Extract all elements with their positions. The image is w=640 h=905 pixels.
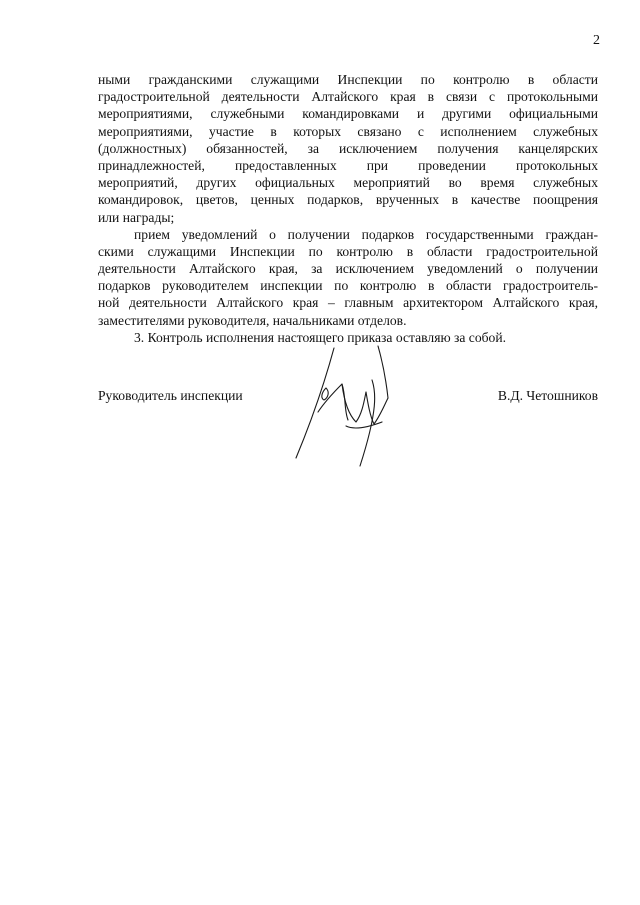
signatory-title: Руководитель инспекции: [98, 388, 243, 403]
text-line: командировок, цветов, ценных подарков, врученных в качестве поощрения: [98, 192, 598, 208]
text-line: скими служащими Инспекции по контролю в области градостроительной: [98, 243, 598, 259]
text-line: градостроительной деятельности Алтайского края в связи с протокольными: [98, 89, 598, 105]
text-line: подарков руководителем инспекции по контролю в области градостроитель-: [98, 278, 598, 294]
text-line: (должностных) обязанностей, за исключением получения канцелярских: [98, 140, 598, 156]
text-line: деятельности Алтайского края, за исключением уведомлений о получении: [98, 261, 598, 277]
text-line: заместителями руководителя, начальниками отделов.: [98, 312, 407, 328]
paragraph-continuation: [98, 71, 598, 226]
text-line: ными гражданскими служащими Инспекции по контролю в области: [98, 72, 598, 87]
text-line: 3. Контроль исполнения настоящего приказа оставляю за собой.: [134, 329, 507, 345]
text-line: мероприятиями, участие в которых связано с исполнением служебных: [98, 123, 598, 139]
handwritten-signature: [286, 340, 396, 470]
text-line: принадлежностей, предоставленных при проведении протокольных: [98, 157, 598, 173]
page-number: 2: [593, 33, 600, 48]
text-line: мероприятиями, служебными командировками и другими официальными: [98, 106, 598, 122]
text-line: или награды;: [98, 209, 175, 225]
signatory-name: В.Д. Четошников: [497, 388, 598, 403]
text-line: ной деятельности Алтайского края – главным архитектором Алтайского края,: [98, 295, 598, 311]
text-line: мероприятий, других официальных мероприятий во время служебных: [98, 175, 598, 191]
document-body: [98, 71, 598, 346]
paragraph-notifications: [98, 226, 598, 329]
text-line: прием уведомлений о получении подарков государственными граждан-: [134, 226, 598, 242]
